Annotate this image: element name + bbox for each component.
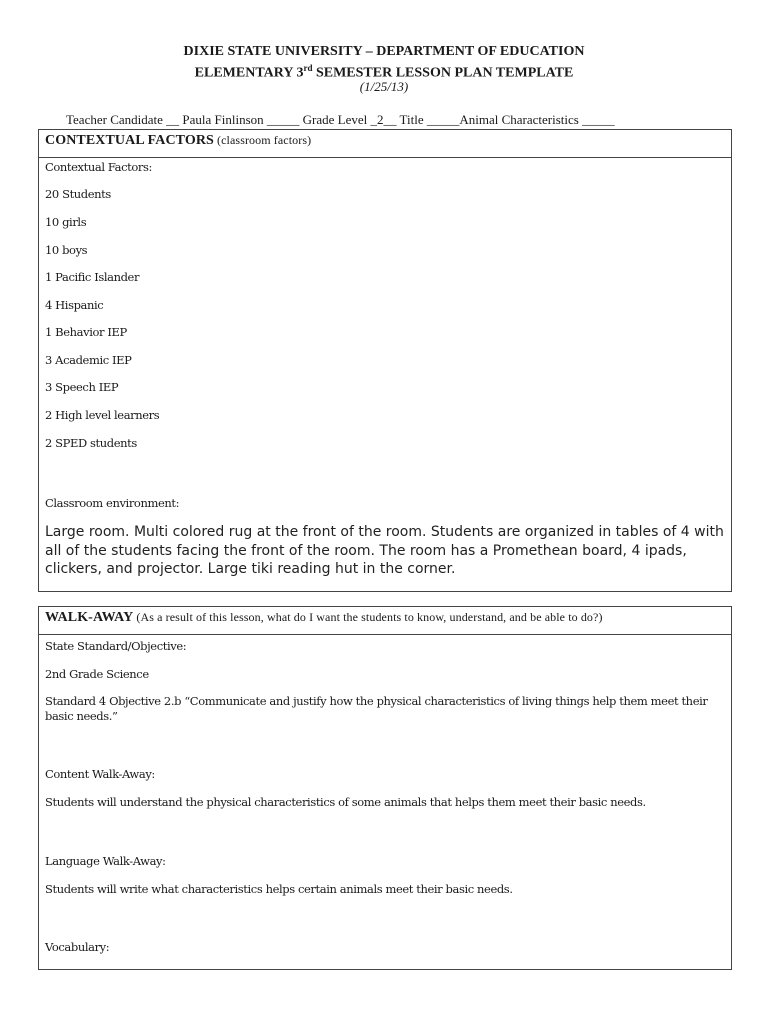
contextual-label: Contextual Factors:: [45, 160, 152, 174]
header-template-prefix: ELEMENTARY 3: [194, 65, 304, 81]
context-item: 10 girls: [45, 215, 87, 229]
state-standard-label: State Standard/Objective:: [45, 639, 187, 653]
context-item: 2 High level learners: [45, 408, 160, 422]
header-ordinal-suffix: rd: [303, 63, 313, 73]
context-item: 2 SPED students: [45, 436, 137, 450]
contextual-factors-section: [38, 129, 732, 592]
contextual-factors-header: [39, 130, 731, 158]
content-walk-away-text: Students will understand the physical characteristics of some animals that helps them meet their basic needs.: [45, 795, 646, 809]
vocabulary-label: Vocabulary:: [45, 940, 110, 954]
walk-away-header: [39, 607, 731, 635]
header-template-suffix: SEMESTER LESSON PLAN TEMPLATE: [312, 65, 574, 81]
header-date: (1/25/13): [359, 79, 409, 94]
language-walk-away-label: Language Walk-Away:: [45, 854, 166, 868]
context-item: 4 Hispanic: [45, 298, 104, 312]
context-item: 3 Speech IEP: [45, 380, 119, 394]
context-item: 1 Pacific Islander: [45, 270, 140, 284]
context-item: 10 boys: [45, 243, 88, 257]
language-walk-away-text: Students will write what characteristics helps certain animals meet their basic needs.: [45, 882, 513, 896]
header-university: DIXIE STATE UNIVERSITY – DEPARTMENT OF EDUCATION: [183, 44, 585, 59]
teacher-meta-line: Teacher Candidate __ Paula Finlinson _____ Grade Level _2__ Title _____Animal Characteristics _____: [66, 112, 615, 127]
context-item: 20 Students: [45, 187, 111, 201]
contextual-title-text: CONTEXTUAL FACTORS: [45, 133, 214, 148]
contextual-factors-title: [45, 133, 311, 149]
classroom-environment-label: Classroom environment:: [45, 496, 180, 510]
content-walk-away-label: Content Walk-Away:: [45, 767, 155, 781]
walk-away-subtitle: (As a result of this lesson, what do I want the students to know, understand, and be able to do?): [133, 610, 603, 624]
standard-objective-text: Standard 4 Objective 2.b “Communicate and justify how the physical characteristics of living things help them meet their basic needs.”: [45, 694, 708, 723]
grade-science: 2nd Grade Science: [45, 667, 149, 681]
classroom-environment-text: Large room. Multi colored rug at the front of the room. Students are organized in tables of 4 with all of the students facing the front of the room. The room has a Promethean board, 4 ipads, clickers, and projector. Large tiki reading hut in the corner.: [45, 524, 724, 577]
walk-away-section: [38, 606, 732, 970]
context-item: 3 Academic IEP: [45, 353, 132, 367]
walk-away-title: [45, 610, 603, 626]
walk-away-title-text: WALK-AWAY: [45, 610, 134, 625]
contextual-subtitle: (classroom factors): [213, 133, 312, 147]
context-item: 1 Behavior IEP: [45, 325, 127, 339]
